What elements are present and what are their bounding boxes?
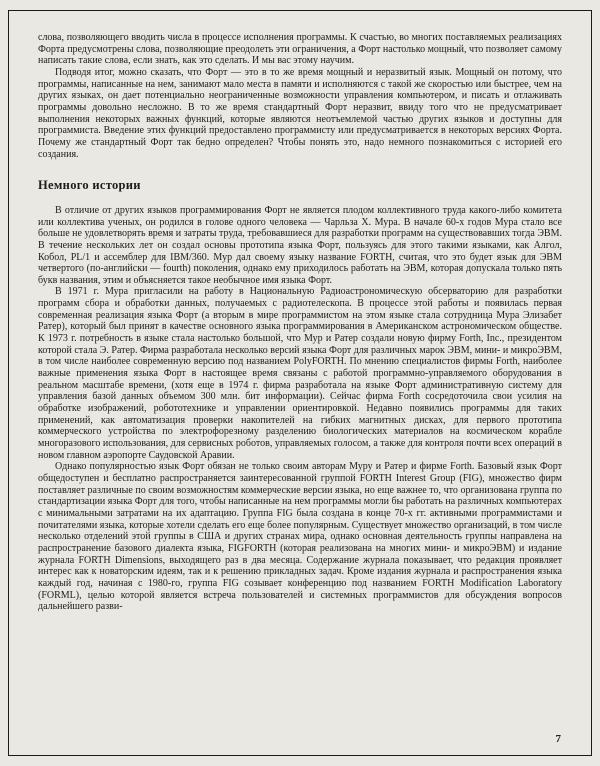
section-heading: Немного истории <box>38 178 141 193</box>
paragraph-history-fig: Однако популярностью язык Форт обязан не только своим авторам Муру и Ратер и фирме Forth. Базовый язык Форт общедоступен и бесплатно распространяется заинтересованной группой FORTH Interest Group (FIG), множество фирм поставляет различные по своим возможностям коммерческие версии языка, но еще важнее то, что организована группа по стандартизации языка Форт для того, чтобы написанные на нем программы могли бы работать на различных компьютерах с минимальными затратами на их адаптацию. Группа FIG была создана в конце 70-х гг. активными программистами и почитателями языка, которые хотели сделать его еще более популярным. Существует множество организаций, в том числе несколько отделений этой группы в США и других странах мира, однако основная деятельность группы направлена на распространение базового диалекта языка, FIGFORTH (которая реализована на многих мини- и микроЭВМ) и издание журнала FORTH Dimensions, выходящего раз в два месяца. Содержание журнала показывает, что редакция проявляет интерес как к новаторским идеям, так и к решению прикладных задач. Кроме издания журнала и распространения языка каждый год, начиная с 1980-го, группа FIG созывает конференцию под названием FORTH Modification Laboratory (FORML), целью которой является встреча пользователей и системных программистов для обсуждения вопросов дальнейшего разви- <box>38 461 562 613</box>
text-column <box>38 32 562 613</box>
paragraph-history-origin: В отличие от других языков программирования Форт не является плодом коллективного труда какого-либо комитета или коллектива ученых, он родился в голове одного человека — Чарльза Х. Мура. В начале 60-х годов Мура стало все больше не удовлетворять время и затраты труда, требовавшиеся для разработки программ на существовавших тогда ЭВМ. В течение нескольких лет он создал основы прототипа языка Форт, пользуясь для этого такими языками, как Алгол, Кобол, PL/1 и ассемблер для IBM/360. Мур дал своему языку название FORTH, считая, что это будет язык для ЭВМ четвертого (по-английски — fourth) поколения, однако ему приходилось работать на ЭВМ, которая допускала только пять букв названия, этим и объясняется такое необычное имя языка Форт. <box>38 204 562 286</box>
paragraph-history-nrao: В 1971 г. Мура пригласили на работу в Национальную Радиоастрономическую обсерваторию для разработки программ сбора и обработки данных, получаемых с радиотелескопа. В процессе этой работы и появилась первая современная реализация языка Форт (а вторым в мире программистом на этом языке стала сотрудница Мура Элизабет Ратер), который был принят в качестве основного языка программирования в Американском астрономическом обществе. К 1973 г. потребность в языке стала настолько большой, что Мур и Ратер создали новую фирму Forth, Inc., президентом которой стала Э. Ратер. Фирма разработала несколько версий языка Форт для различных марок ЭВМ, мини- и микроЭВМ, в том числе наиболее современную версию под названием PolyFORTH. По мнению специалистов фирмы Forth, наиболее важные применения языка Форт в настоящее время связаны с работой программно-управляемого оборудования в реальном масштабе времени, (хотя еще в 1974 г. фирма разработала на языке Форт административную систему для управления базой данных объемом 300 млн. бит информации). Сейчас фирма Forth сосредоточила свои усилия на обработке изображений, робототехнике и управлении ориентировкой. Недавно появились программы для таких применений, как автоматизация проверки накопителей на гибких магнитных дисках, для первого прототипа коммерческого устройства по электрофорезному разделению биологических материалов на космическом корабле многоразового использования, для сервисных роботов, управляемых голосом, а также для контроля почти всех операций в новом главном аэропорте Саудовской Аравии. <box>38 286 562 461</box>
paragraph-summary: Подводя итог, можно сказать, что Форт — это в то же время мощный и неразвитый язык. Мощный он потому, что программы, написанные на нем, занимают мало места в памяти и исполняются с такой же скоростью или быстрее, чем на других языках, он дает потенциально неограниченные возможности управления компьютером, и писать и отлаживать программы довольно несложно. В то же время стандартный Форт неразвит, ввиду того что не предусматривает выполнения некоторых важных функций, которые являются неотъемлемой частью других языков и доступны для программиста. Введение этих функций предоставлено программисту или предусматривается в некоторых версиях Форта. Почему же стандартный Форт так бедно определен? Чтобы понять это, надо немного познакомиться с историей его создания. <box>38 66 562 160</box>
page-number: 7 <box>555 733 561 745</box>
paragraph-continuation: слова, позволяющего вводить числа в процессе исполнения программы. К счастью, во многих поставляемых реализациях Форта предусмотрены слова, позволяющие преодолеть эти ограничения, а Форт настолько мощный, что позволяет самому написать такие слова, если знать, как это сделать. И мы вас этому научим. <box>38 32 562 67</box>
